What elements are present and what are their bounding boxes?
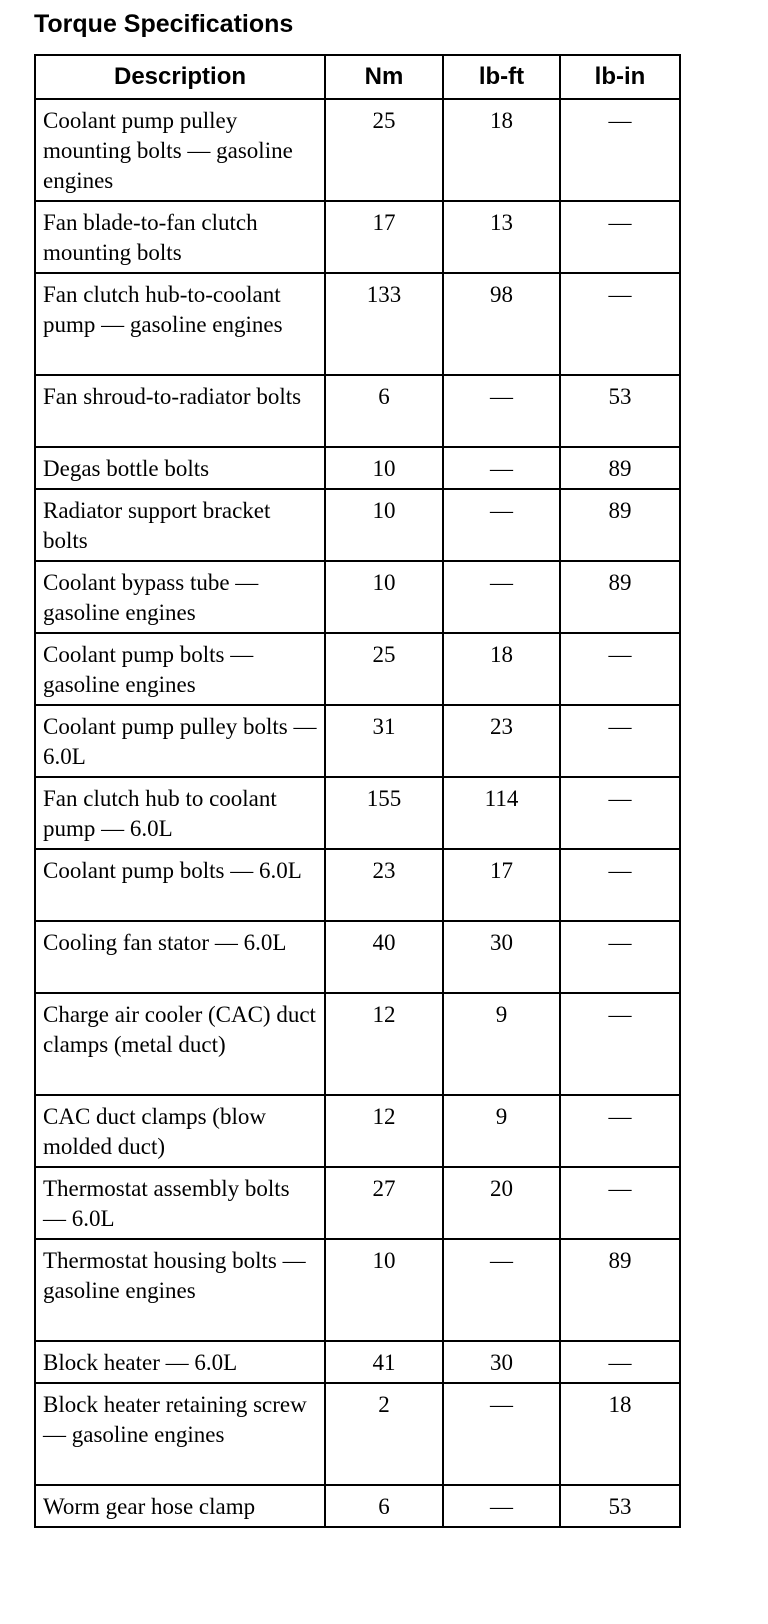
cell-nm: 31 [325,705,443,777]
cell-lbin: 53 [560,1485,680,1527]
cell-nm: 23 [325,849,443,921]
column-header-nm: Nm [325,55,443,99]
table-row [35,99,680,201]
cell-description: Fan blade-to-fan clutch mounting bolts [35,201,325,273]
cell-lbft: — [443,447,560,489]
cell-nm: 155 [325,777,443,849]
cell-lbft: 9 [443,993,560,1095]
cell-description: Radiator support bracket bolts [35,489,325,561]
cell-lbin: — [560,993,680,1095]
cell-description: Coolant pump bolts — 6.0L [35,849,325,921]
cell-lbft: — [443,375,560,447]
cell-lbin: 18 [560,1383,680,1485]
cell-nm: 2 [325,1383,443,1485]
table-row [35,1095,680,1167]
cell-lbft: 114 [443,777,560,849]
table-row [35,1341,680,1383]
cell-lbin: — [560,705,680,777]
cell-lbft: 30 [443,921,560,993]
cell-description: Cooling fan stator — 6.0L [35,921,325,993]
table-row [35,273,680,375]
table-row [35,633,680,705]
cell-lbin: 89 [560,1239,680,1341]
table-header-row [35,55,680,99]
cell-lbin: 89 [560,561,680,633]
cell-lbin: 89 [560,447,680,489]
column-header-lbft: lb-ft [443,55,560,99]
table-row [35,1383,680,1485]
table-row [35,1485,680,1527]
cell-lbft: 18 [443,633,560,705]
column-header-lbin: lb-in [560,55,680,99]
cell-nm: 27 [325,1167,443,1239]
cell-lbft: 18 [443,99,560,201]
cell-description: Degas bottle bolts [35,447,325,489]
cell-lbft: 9 [443,1095,560,1167]
cell-description: Charge air cooler (CAC) duct clamps (metal duct) [35,993,325,1095]
cell-lbft: 13 [443,201,560,273]
table-row [35,705,680,777]
torque-spec-table [34,54,681,1528]
cell-nm: 6 [325,1485,443,1527]
cell-description: Coolant pump pulley mounting bolts — gasoline engines [35,99,325,201]
cell-nm: 6 [325,375,443,447]
cell-lbin: — [560,99,680,201]
cell-lbft: 98 [443,273,560,375]
cell-description: Coolant bypass tube — gasoline engines [35,561,325,633]
table-row [35,447,680,489]
cell-nm: 41 [325,1341,443,1383]
page-title: Torque Specifications [34,10,294,38]
cell-lbin: — [560,1341,680,1383]
cell-lbin: — [560,1095,680,1167]
table-row [35,993,680,1095]
cell-nm: 17 [325,201,443,273]
cell-lbft: 17 [443,849,560,921]
table-row [35,1239,680,1341]
cell-nm: 12 [325,1095,443,1167]
table-row [35,489,680,561]
cell-description: Coolant pump pulley bolts — 6.0L [35,705,325,777]
table-row [35,849,680,921]
cell-description: Worm gear hose clamp [35,1485,325,1527]
cell-lbin: — [560,1167,680,1239]
cell-lbft: — [443,561,560,633]
cell-nm: 10 [325,447,443,489]
cell-lbft: — [443,489,560,561]
cell-lbft: — [443,1239,560,1341]
cell-nm: 25 [325,633,443,705]
table-row [35,777,680,849]
cell-nm: 10 [325,489,443,561]
table-row [35,561,680,633]
cell-lbft: 30 [443,1341,560,1383]
table-row [35,921,680,993]
cell-lbft: — [443,1485,560,1527]
cell-lbin: — [560,633,680,705]
cell-description: CAC duct clamps (blow molded duct) [35,1095,325,1167]
cell-description: Block heater — 6.0L [35,1341,325,1383]
cell-description: Fan clutch hub to coolant pump — 6.0L [35,777,325,849]
cell-nm: 40 [325,921,443,993]
cell-lbin: 89 [560,489,680,561]
cell-description: Block heater retaining screw — gasoline engines [35,1383,325,1485]
cell-nm: 10 [325,561,443,633]
cell-nm: 12 [325,993,443,1095]
cell-lbin: 53 [560,375,680,447]
cell-description: Coolant pump bolts — gasoline engines [35,633,325,705]
cell-nm: 133 [325,273,443,375]
cell-description: Fan shroud-to-radiator bolts [35,375,325,447]
table-row [35,201,680,273]
cell-lbft: 23 [443,705,560,777]
table-row [35,1167,680,1239]
cell-lbin: — [560,273,680,375]
cell-lbin: — [560,849,680,921]
cell-nm: 25 [325,99,443,201]
cell-description: Thermostat housing bolts — gasoline engines [35,1239,325,1341]
cell-lbin: — [560,201,680,273]
cell-lbin: — [560,777,680,849]
table-row [35,375,680,447]
cell-lbft: 20 [443,1167,560,1239]
column-header-description: Description [35,55,325,99]
cell-description: Thermostat assembly bolts — 6.0L [35,1167,325,1239]
cell-nm: 10 [325,1239,443,1341]
cell-lbft: — [443,1383,560,1485]
cell-lbin: — [560,921,680,993]
cell-description: Fan clutch hub-to-coolant pump — gasoline engines [35,273,325,375]
